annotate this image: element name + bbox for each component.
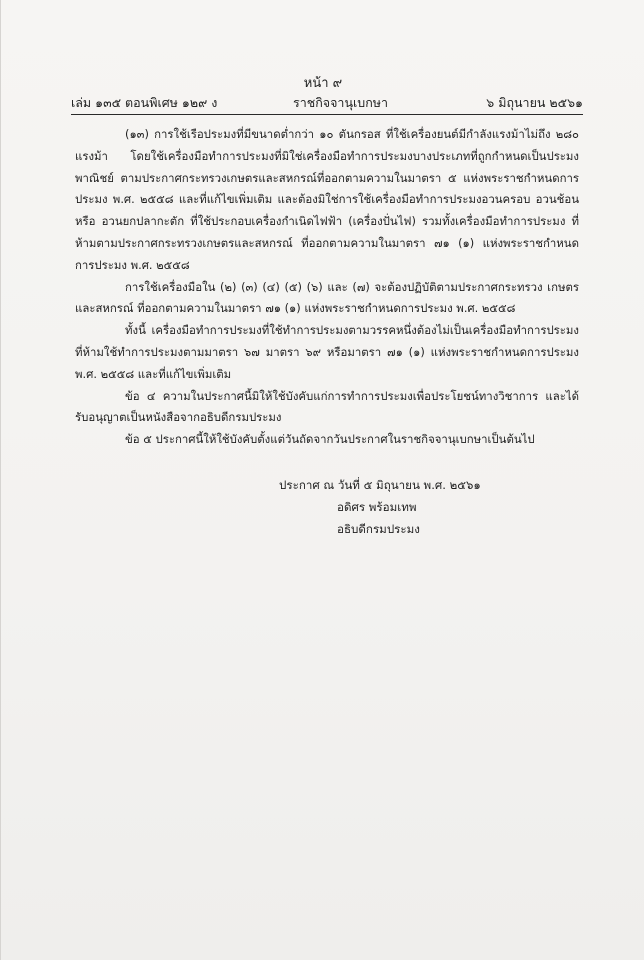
announcement-date: ประกาศ ณ วันที่ ๕ มิถุนายน พ.ศ. ๒๕๖๑ bbox=[279, 478, 481, 492]
signatory-name: อดิศร พร้อมเทพ bbox=[337, 500, 417, 514]
clause-5: ข้อ ๕ ประกาศนี้ให้ใช้บังคับตั้งแต่วันถัดจากวันประกาศในราชกิจจานุเบกษาเป็นต้นไป bbox=[125, 432, 535, 447]
paragraph-tool-usage: การใช้เครื่องมือใน (๒) (๓) (๔) (๕) (๖) และ (๗) จะต้องปฏิบัติตามประกาศกระทรวง เกษตรและสหกรณ์ ที่ออกตามความในมาตรา ๗๑ (๑) แห่งพระราชกำหนดการประมง พ.ศ. ๒๕๕๘ bbox=[75, 279, 579, 316]
paragraph-13: (๑๓) การใช้เรือประมงที่มีขนาดต่ำกว่า ๑๐ ตันกรอส ที่ใช้เครื่องยนต์มีกำลังแรงม้าไม่ถึง ๒๘๐ แรงม้า โดยใช้เครื่องมือทำการประมงที่มิใช่เครื่องมือทำการประมงบางประเภทที่ถูกกำหนดเป็นประมงพาณิชย์ ตามประกาศกระทรวงเกษตรและสหกรณ์ที่ออกตามความในมาตรา ๕ แห่งพระราชกำหนดการประมง พ.ศ. ๒๕๕๘ และที่แก้ไขเพิ่มเติม และต้องมิใช่การใช้เครื่องมือทำการประมงอวนครอบ อวนช้อน หรือ อวนยกปลากะตัก ที่ใช้ประกอบเครื่องกำเนิดไฟฟ้า (เครื่องปั่นไฟ) รวมทั้งเครื่องมือทำการประมง ที่ห้ามตามประกาศกระทรวงเกษตรและสหกรณ์ ที่ออกตามความในมาตรา ๗๑ (๑) แห่งพระราชกำหนด การประมง พ.ศ. ๒๕๕๘ bbox=[75, 127, 579, 272]
volume-issue: เล่ม ๑๓๕ ตอนพิเศษ ๑๒๙ ง bbox=[71, 95, 218, 110]
signatory-title: อธิบดีกรมประมง bbox=[337, 522, 420, 536]
clause-4: ข้อ ๔ ความในประกาศนี้มิให้ใช้บังคับแก่การทำการประมงเพื่อประโยชน์ทางวิชาการ และได้รับอนุญาตเป็นหนังสือจากอธิบดีกรมประมง bbox=[75, 388, 579, 425]
page-number: หน้า ๙ bbox=[303, 76, 343, 91]
header-divider bbox=[71, 114, 583, 115]
paragraph-prohibited-tools: ทั้งนี้ เครื่องมือทำการประมงที่ใช้ทำการประมงตามวรรคหนึ่งต้องไม่เป็นเครื่องมือทำการประมง ที่ห้ามใช้ทำการประมงตามมาตรา ๖๗ มาตรา ๖๙ หรือมาตรา ๗๑ (๑) แห่งพระราชกำหนดการประมง พ.ศ. ๒๕๕๘ และที่แก้ไขเพิ่มเติม bbox=[75, 323, 579, 381]
running-header bbox=[71, 93, 583, 111]
document-body bbox=[75, 124, 579, 451]
gazette-name: ราชกิจจานุเบกษา bbox=[293, 95, 389, 110]
publication-date: ๖ มิถุนายน ๒๕๖๑ bbox=[486, 95, 583, 110]
